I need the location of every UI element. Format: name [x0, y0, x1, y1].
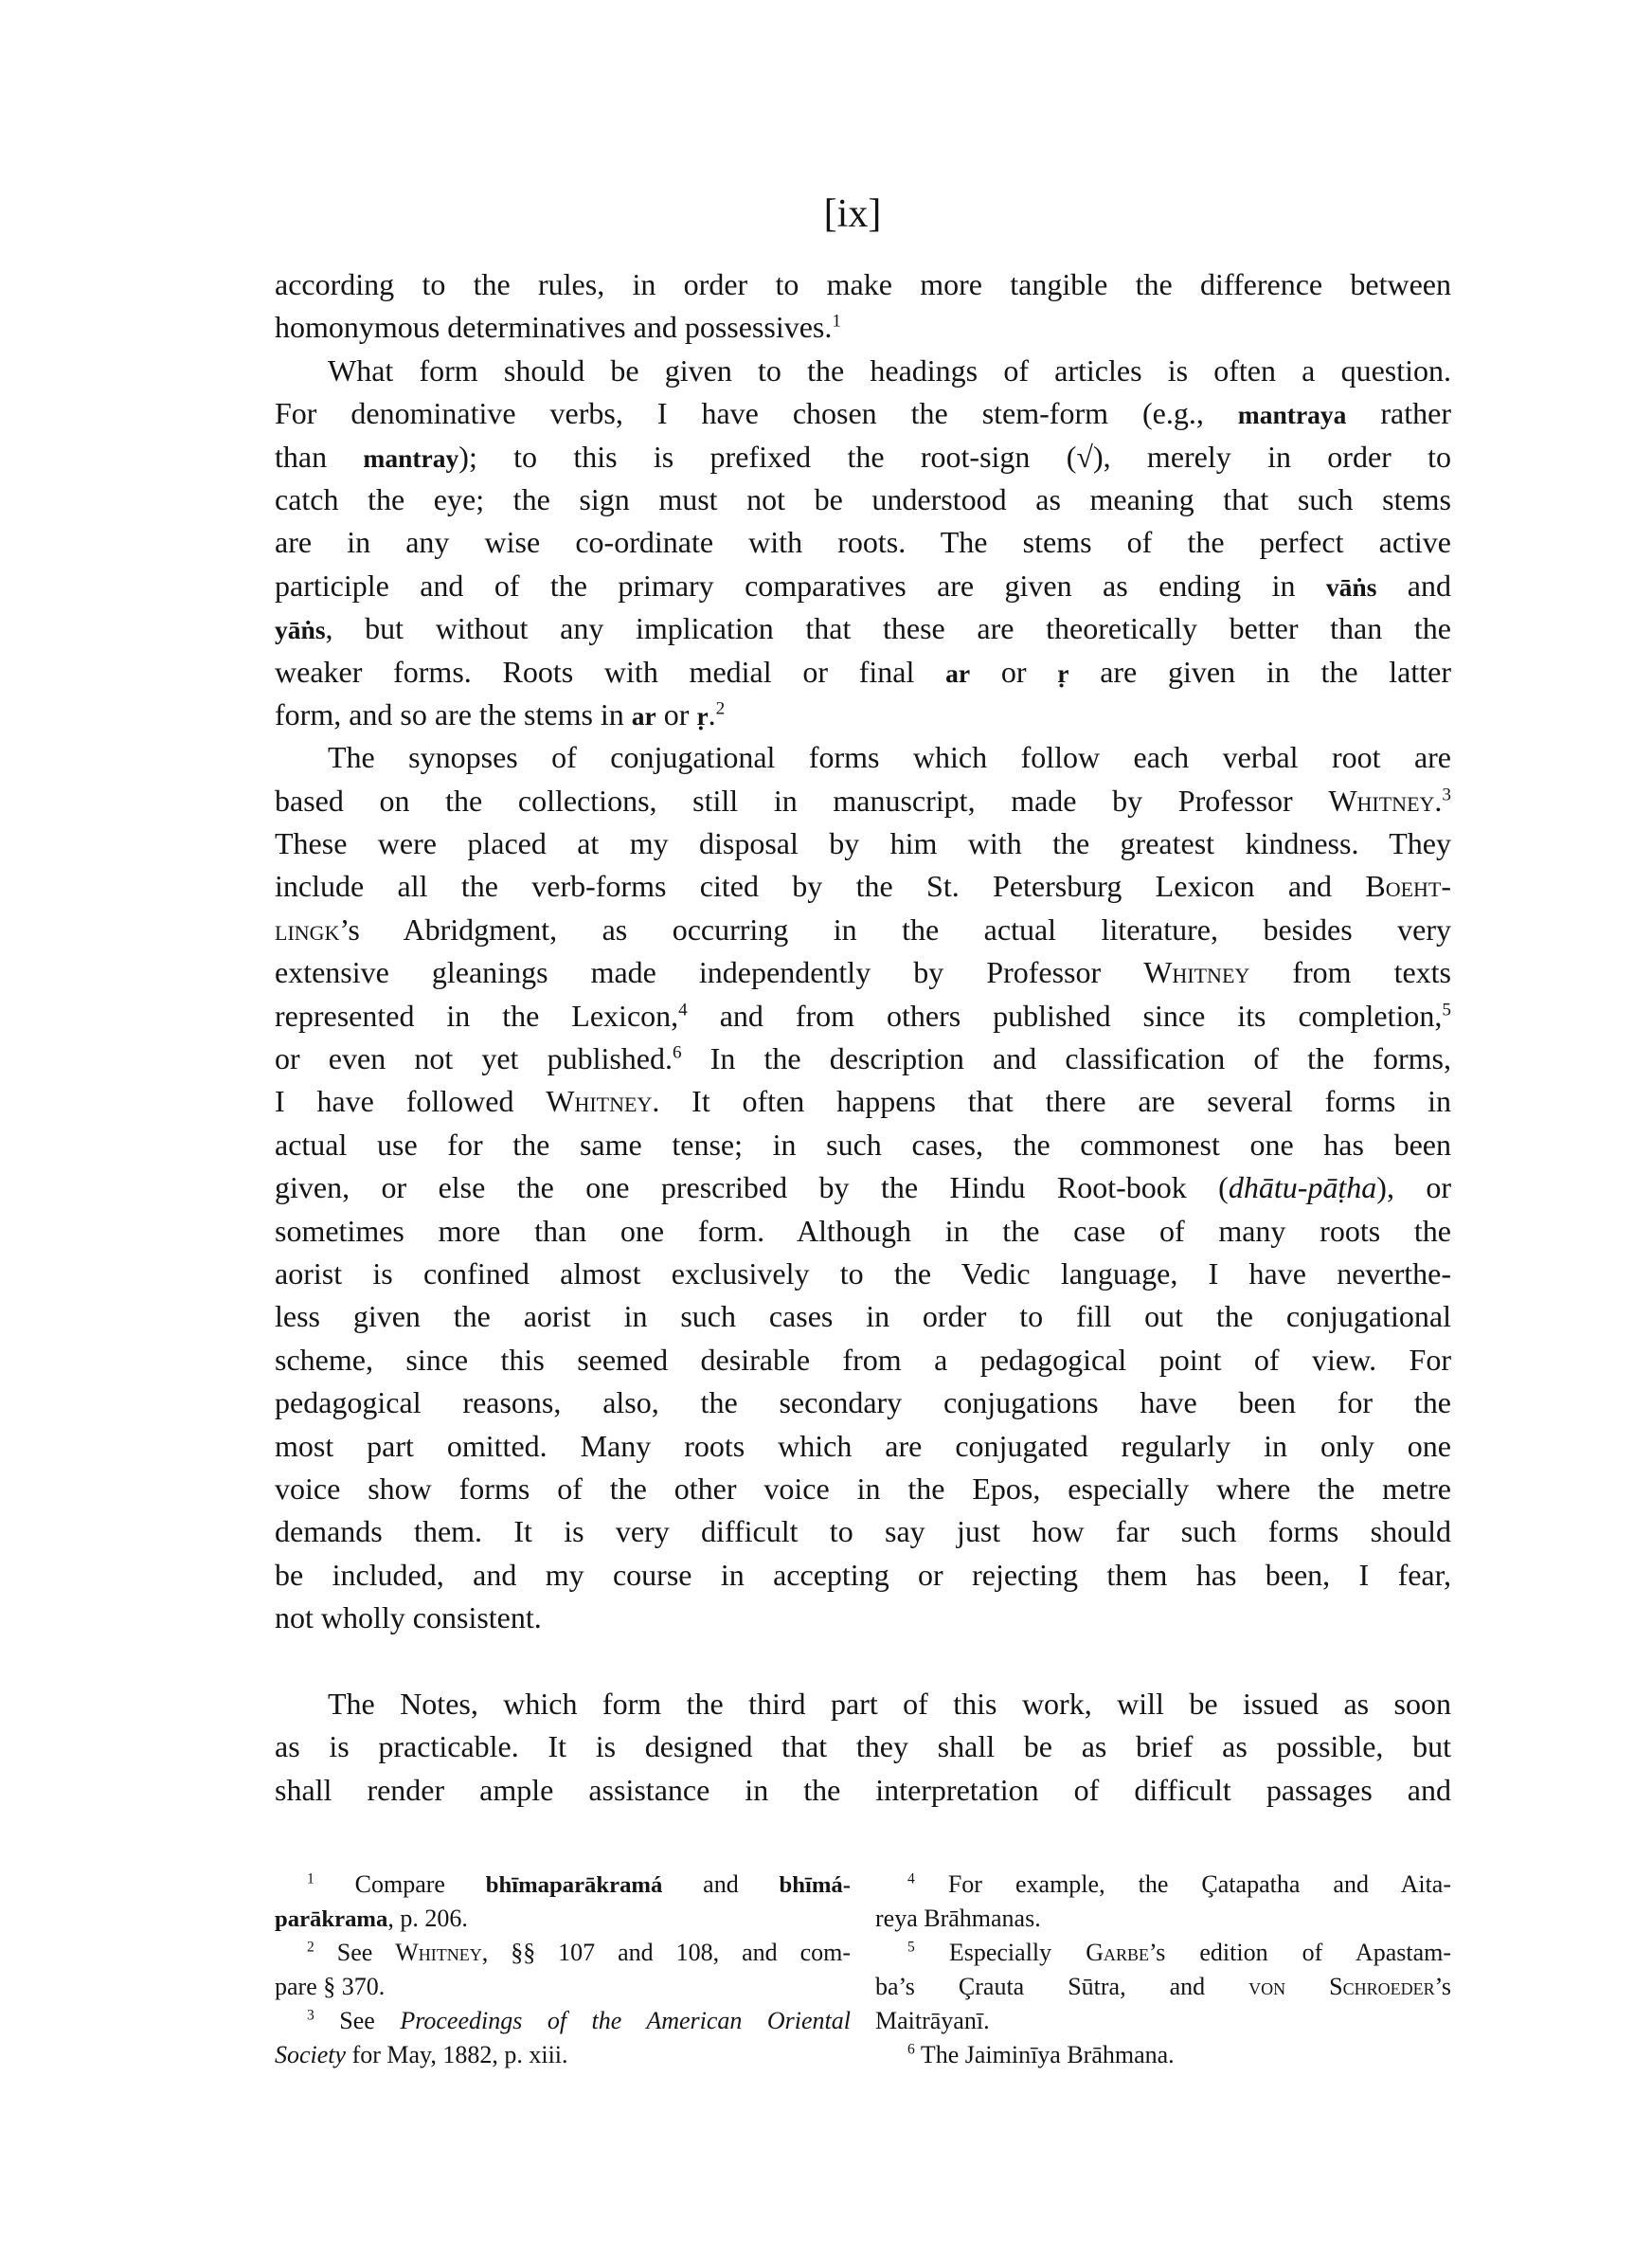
- page-number: [ix]: [823, 192, 882, 236]
- sanskrit-term: ar: [945, 658, 971, 688]
- small-caps-name: lingk: [275, 912, 340, 947]
- text-run: form, and so are the stems in: [275, 696, 632, 731]
- text-run: ), or: [1376, 1170, 1452, 1205]
- footnote-reference: 1: [307, 1870, 314, 1887]
- text-line: [275, 822, 1451, 865]
- text-line: [275, 263, 1451, 306]
- paragraph: [275, 1683, 1451, 1812]
- sanskrit-term: ṛ: [696, 700, 709, 731]
- text-line: [275, 1683, 1451, 1725]
- footnote-reference: 5: [1442, 1000, 1452, 1020]
- text-run: ’s edition of Apastam-: [1149, 1939, 1452, 1966]
- text-run: What form should be given to the headings of articles is often a question.: [328, 352, 1451, 388]
- text-run: , p. 206.: [387, 1905, 468, 1932]
- sanskrit-term: ṛ: [1057, 658, 1069, 688]
- text-line: [275, 478, 1451, 521]
- text-run: ba’s Çrauta Sūtra, and: [875, 1973, 1249, 2000]
- text-run: reya Brāhmanas.: [875, 1905, 1041, 1932]
- footnote-reference: 5: [907, 1939, 915, 1956]
- text-run: based on the collections, still in manuscript, made by Professor: [275, 783, 1329, 818]
- text-run: For example, the Çatapatha and Aita-: [914, 1870, 1451, 1898]
- small-caps-name: Whitney.: [546, 1084, 660, 1119]
- small-caps-name: Whitney.: [1328, 783, 1443, 818]
- text-line: [275, 1038, 1451, 1080]
- text-run: given, or else the one prescribed by the Hindu Root-book (: [275, 1170, 1229, 1205]
- text-line: [275, 1597, 1451, 1639]
- footnote-line: [275, 1970, 851, 2004]
- text-line: [275, 436, 1451, 478]
- italic-text: dhātu-pāṭha: [1228, 1170, 1377, 1205]
- text-line: [275, 1210, 1451, 1253]
- text-run: I have followed: [275, 1084, 547, 1119]
- text-run: shall render ample assistance in the interpretation of difficult passages and: [275, 1772, 1451, 1807]
- text-run: demands them. It is very difficult to say just how far such forms should: [275, 1514, 1451, 1549]
- sanskrit-term: yāṅs: [275, 615, 326, 645]
- text-run: most part omitted. Many roots which are conjugated regularly in only one: [275, 1428, 1451, 1463]
- text-line: [275, 1339, 1451, 1381]
- text-run: sometimes more than one form. Although in the case of many roots the: [275, 1213, 1451, 1248]
- text-line: [275, 565, 1451, 607]
- text-run: and: [662, 1870, 780, 1898]
- text-run: less given the aorist in such cases in order to fill out the conjugational: [275, 1299, 1451, 1334]
- text-line: [275, 521, 1451, 564]
- text-run: for May, 1882, p. xiii.: [346, 2041, 568, 2068]
- footnote-line: [275, 1902, 851, 1936]
- text-run: as is practicable. It is designed that they shall be as brief as possible, but: [275, 1729, 1451, 1764]
- text-run: , §§ 107 and 108, and com-: [481, 1939, 851, 1966]
- text-run: or: [970, 654, 1058, 689]
- footnote-reference: 2: [715, 698, 726, 719]
- text-run: extensive gleanings made independently by Professor: [275, 955, 1144, 990]
- footnote-line: [875, 1970, 1451, 2004]
- text-run: ); to this is prefixed the root-sign (√), merely in order to: [458, 439, 1451, 474]
- sanskrit-term: mantraya: [1237, 400, 1347, 430]
- small-caps-name: von Schroeder: [1248, 1973, 1435, 2000]
- text-run: be included, and my course in accepting or rejecting them has been, I fear,: [275, 1557, 1451, 1592]
- footnote-line: [875, 2038, 1451, 2072]
- footnote-line: [875, 1936, 1451, 1970]
- text-run: Especially: [914, 1939, 1086, 1966]
- sanskrit-term: ar: [631, 700, 656, 731]
- text-line: [275, 1468, 1451, 1510]
- footnote-reference: 2: [307, 1939, 314, 1956]
- footnote-line: [275, 2004, 851, 2038]
- text-line: [275, 306, 1451, 349]
- italic-text: Proceedings of the American Oriental: [400, 2007, 851, 2034]
- text-run: homonymous determinatives and possessives.: [275, 310, 833, 345]
- italic-text: Society: [275, 2041, 347, 2068]
- text-line: [275, 909, 1451, 951]
- paragraph: [275, 736, 1451, 1639]
- text-run: according to the rules, in order to make more tangible the difference between: [275, 267, 1451, 301]
- text-run: catch the eye; the sign must not be understood as meaning that such stems: [275, 481, 1451, 516]
- text-run: The Jaiminīya Brāhmana.: [914, 2041, 1175, 2068]
- text-run: and: [1376, 568, 1452, 603]
- sanskrit-term: parākrama: [275, 1906, 388, 1932]
- text-run: ’s: [1434, 1973, 1451, 2000]
- text-run: rather: [1346, 396, 1452, 431]
- text-run: aorist is confined almost exclusively to the Vedic language, I have neverthe-: [275, 1255, 1451, 1291]
- text-run: These were placed at my disposal by him with the greatest kindness. They: [275, 826, 1451, 861]
- text-run: The Notes, which form the third part of this work, will be issued as soon: [328, 1686, 1451, 1721]
- text-run: The synopses of conjugational forms which follow each verbal root are: [328, 740, 1451, 775]
- text-run: .: [708, 696, 716, 731]
- text-line: [275, 1425, 1451, 1468]
- text-run: participle and of the primary comparatives are given as ending in: [275, 568, 1326, 603]
- footnote-reference: 4: [907, 1870, 915, 1887]
- footnote-reference: 6: [907, 2041, 915, 2058]
- footnote-line: [275, 1936, 851, 1970]
- footnote-reference: 1: [832, 311, 841, 332]
- text-line: [275, 1166, 1451, 1209]
- text-run: and from others published since its completion,: [687, 998, 1443, 1033]
- text-line: [275, 951, 1451, 994]
- text-run: include all the verb-forms cited by the St. Petersburg Lexicon and: [275, 869, 1366, 904]
- small-caps-name: Boeht-: [1365, 869, 1451, 904]
- footnotes: [275, 1868, 1451, 2072]
- text-run: ’s Abridgment, as occurring in the actual literature, besides very: [339, 912, 1451, 947]
- text-line: [275, 1080, 1451, 1123]
- text-line: [275, 1124, 1451, 1166]
- footnote-reference: 4: [678, 1000, 688, 1020]
- footnote-line: [875, 2004, 1451, 2038]
- text-line: [275, 694, 1451, 736]
- sanskrit-term: vāṅs: [1325, 571, 1377, 602]
- text-run: are given in the latter: [1068, 654, 1451, 689]
- text-run: weaker forms. Roots with medial or final: [275, 654, 946, 689]
- text-run: For denominative verbs, I have chosen the stem-form (e.g.,: [275, 396, 1238, 431]
- text-run: Maitrāyanī.: [875, 2007, 990, 2034]
- text-line: [275, 350, 1451, 392]
- text-run: voice show forms of the other voice in the Epos, especially where the metre: [275, 1471, 1451, 1506]
- text-run: from texts: [1249, 955, 1452, 990]
- text-run: represented in the Lexicon,: [275, 998, 679, 1033]
- text-run: Compare: [314, 1870, 486, 1898]
- footnote-line: [875, 1902, 1451, 1936]
- small-caps-name: Garbe: [1086, 1939, 1149, 1966]
- small-caps-name: Whitney: [395, 1939, 482, 1966]
- paragraph: [275, 350, 1451, 737]
- text-run: See: [314, 2007, 401, 2034]
- text-run: pare § 370.: [275, 1973, 386, 2000]
- text-line: [275, 1381, 1451, 1424]
- text-line: [275, 651, 1451, 694]
- text-line: [275, 1510, 1451, 1553]
- text-run: actual use for the same tense; in such cases, the commonest one has been: [275, 1127, 1451, 1162]
- text-run: or: [655, 696, 697, 731]
- text-line: [275, 736, 1451, 779]
- footnote-line: [275, 2038, 851, 2072]
- small-caps-name: Whitney: [1143, 955, 1250, 990]
- text-line: [275, 1769, 1451, 1812]
- sanskrit-term: mantray: [363, 442, 459, 473]
- text-run: It often happens that there are several forms in: [659, 1084, 1452, 1119]
- text-line: [275, 607, 1451, 650]
- footnote-line: [275, 1868, 851, 1902]
- footnote-reference: 6: [673, 1042, 682, 1063]
- text-run: In the description and classification of the forms,: [681, 1041, 1451, 1076]
- footnotes-right-column: [875, 1868, 1451, 2072]
- footnote-reference: 3: [1442, 785, 1451, 805]
- text-line: [275, 1295, 1451, 1338]
- text-run: are in any wise co-ordinate with roots. The stems of the perfect active: [275, 525, 1451, 560]
- text-line: [275, 1725, 1451, 1768]
- footnotes-left-column: [275, 1868, 851, 2072]
- text-run: or even not yet published.: [275, 1041, 673, 1076]
- text-run: pedagogical reasons, also, the secondary conjugations have been for the: [275, 1385, 1451, 1420]
- text-line: [275, 995, 1451, 1038]
- footnote-line: [875, 1868, 1451, 1902]
- text-line: [275, 865, 1451, 908]
- text-run: scheme, since this seemed desirable from a pedagogical point of view. For: [275, 1342, 1451, 1377]
- text-line: [275, 1253, 1451, 1295]
- body-text: [275, 263, 1451, 1812]
- sanskrit-term: bhīmá-: [779, 1872, 851, 1898]
- text-line: [275, 392, 1451, 435]
- sanskrit-term: bhīmaparākramá: [485, 1872, 663, 1898]
- text-run: not wholly consistent.: [275, 1600, 542, 1635]
- footnote-reference: 3: [307, 2007, 314, 2024]
- text-run: , but without any implication that these are theoretically better than the: [325, 611, 1451, 646]
- text-line: [275, 780, 1451, 822]
- text-run: See: [314, 1939, 396, 1966]
- paragraph: [275, 263, 1451, 350]
- text-run: than: [275, 439, 364, 474]
- text-line: [275, 1554, 1451, 1597]
